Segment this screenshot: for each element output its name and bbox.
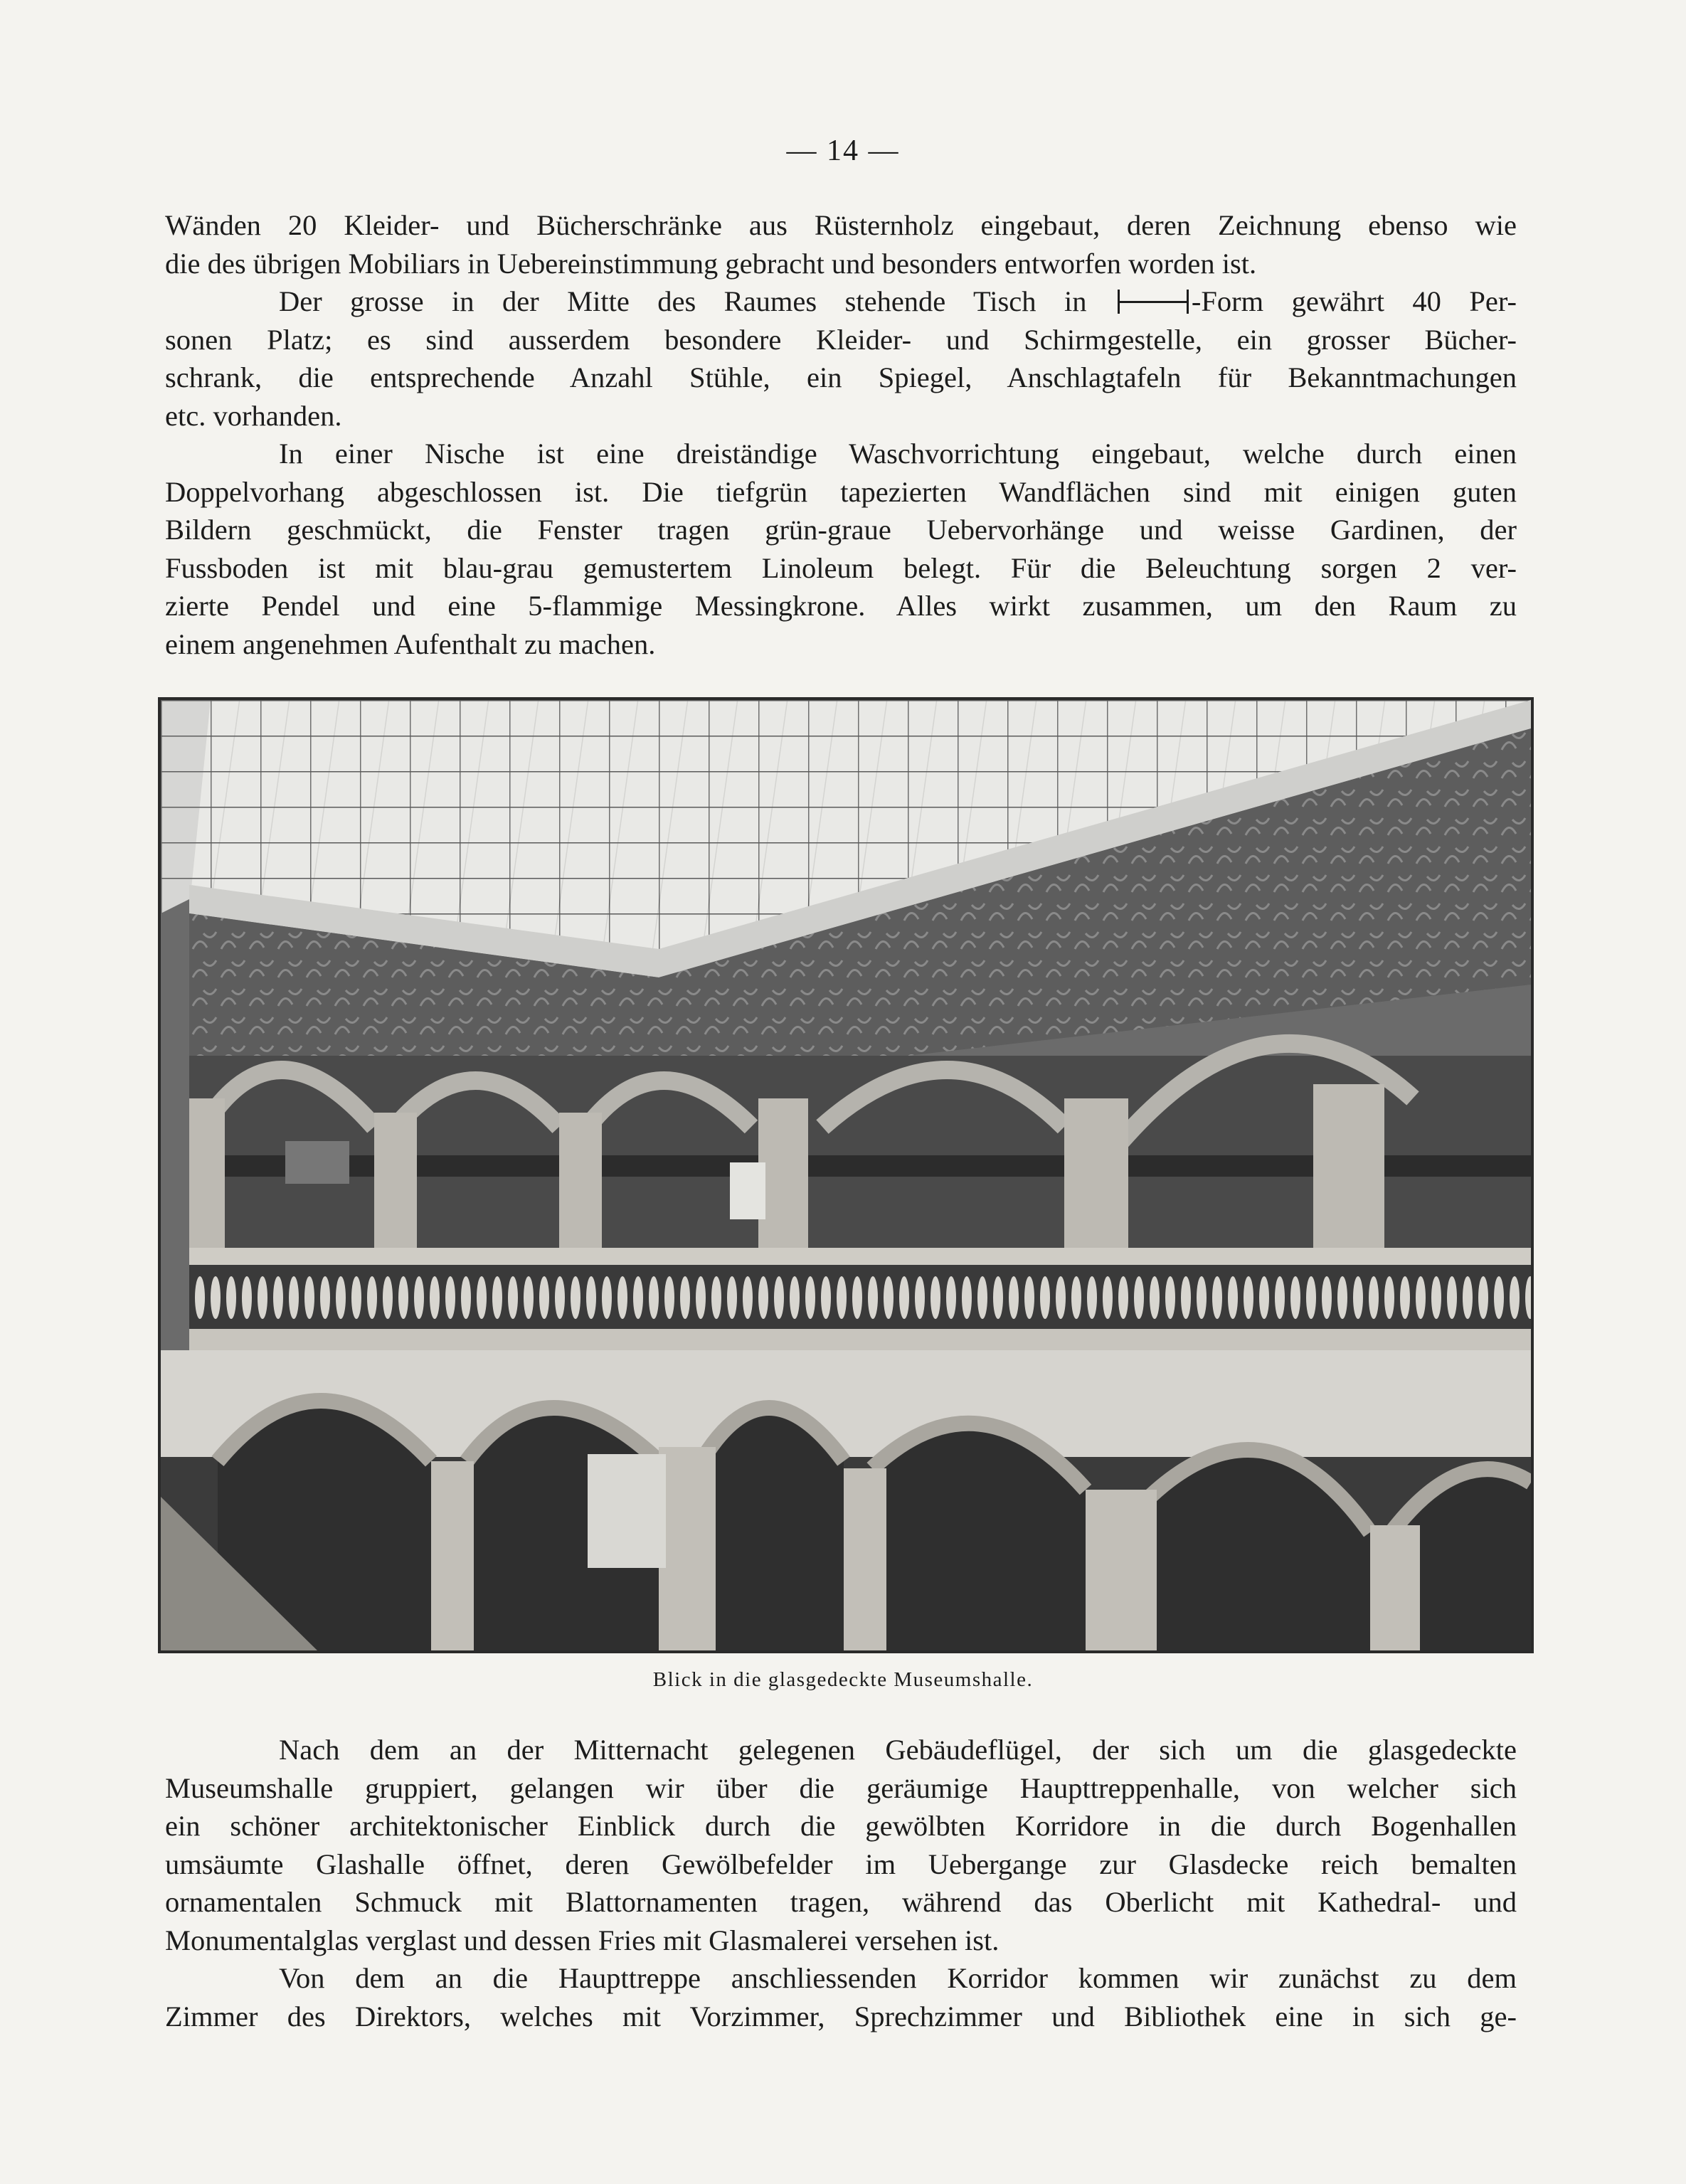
text-line: Bildern geschmückt, die Fenster tragen grün-graue Uebervorhänge und weisse Gardinen, der (165, 514, 1517, 546)
museum-hall-photograph (158, 697, 1534, 1653)
text-line: zierte Pendel und eine 5-flammige Messingkrone. Alles wirkt zusammen, um den Raum zu (165, 590, 1517, 622)
text-line: Museumshalle gruppiert, gelangen wir über die geräumige Haupttreppenhalle, von welcher sich (165, 1771, 1517, 1804)
text-line: Monumentalglas verglast und dessen Fries mit Glasmalerei versehen ist. (165, 1924, 1000, 1956)
text-line: Fussboden ist mit blau-grau gemustertem Linoleum belegt. Für die Beleuchtung sorgen 2 ver- (165, 551, 1517, 584)
page-number: — 14 — (786, 134, 900, 167)
text-fragment: Der grosse in der Mitte des Raumes stehende Tisch in (279, 285, 1087, 317)
text-line: ornamentalen Schmuck mit Blattornamenten tragen, während das Oberlicht mit Kathedral- und (165, 1886, 1517, 1918)
text-line: Zimmer des Direktors, welches mit Vorzimmer, Sprechzimmer und Bibliothek eine in sich ge- (165, 2000, 1517, 2032)
top-text-block (165, 206, 1517, 663)
text-line: umsäumte Glashalle öffnet, deren Gewölbefelder im Uebergange zur Glasdecke reich bemalten (165, 1848, 1517, 1880)
text-line: ein schöner architektonischer Einblick durch die gewölbten Korridore in die durch Bogenhallen (165, 1810, 1517, 1842)
text-line: etc. vorhanden. (165, 399, 342, 432)
text-line: In einer Nische ist eine dreiständige Waschvorrichtung eingebaut, welche durch einen (279, 438, 1517, 470)
text-line (165, 282, 1517, 321)
photo-caption: Blick in die glasgedeckte Museumshalle. (652, 1668, 1034, 1691)
t-form-symbol (1118, 290, 1189, 314)
text-line: Doppelvorhang abgeschlossen ist. Die tiefgrün tapezierten Wandflächen sind mit einigen guten (165, 475, 1517, 508)
text-line: Nach dem an der Mitternacht gelegenen Gebäudeflügel, der sich um die glasgedeckte (279, 1734, 1517, 1766)
text-line: Wänden 20 Kleider- und Bücherschränke aus Rüsternholz eingebaut, deren Zeichnung ebenso wie (165, 209, 1517, 241)
text-line: schrank, die entsprechende Anzahl Stühle, ein Spiegel, Anschlagtafeln für Bekanntmachungen (165, 361, 1517, 393)
bottom-text-block (165, 1731, 1517, 2035)
text-line: einem angenehmen Aufenthalt zu machen. (165, 627, 656, 660)
museum-hall-illustration (161, 700, 1531, 1650)
text-line: die des übrigen Mobiliars in Uebereinstimmung gebracht und besonders entworfen worden ist. (165, 247, 1257, 280)
text-line: sonen Platz; es sind ausserdem besondere Kleider- und Schirmgestelle, ein grosser Bücher- (165, 323, 1517, 356)
text-fragment: -Form gewährt 40 Per- (1191, 285, 1517, 317)
text-line: Von dem an die Haupttreppe anschliessenden Korridor kommen wir zunächst zu dem (279, 1962, 1517, 1994)
